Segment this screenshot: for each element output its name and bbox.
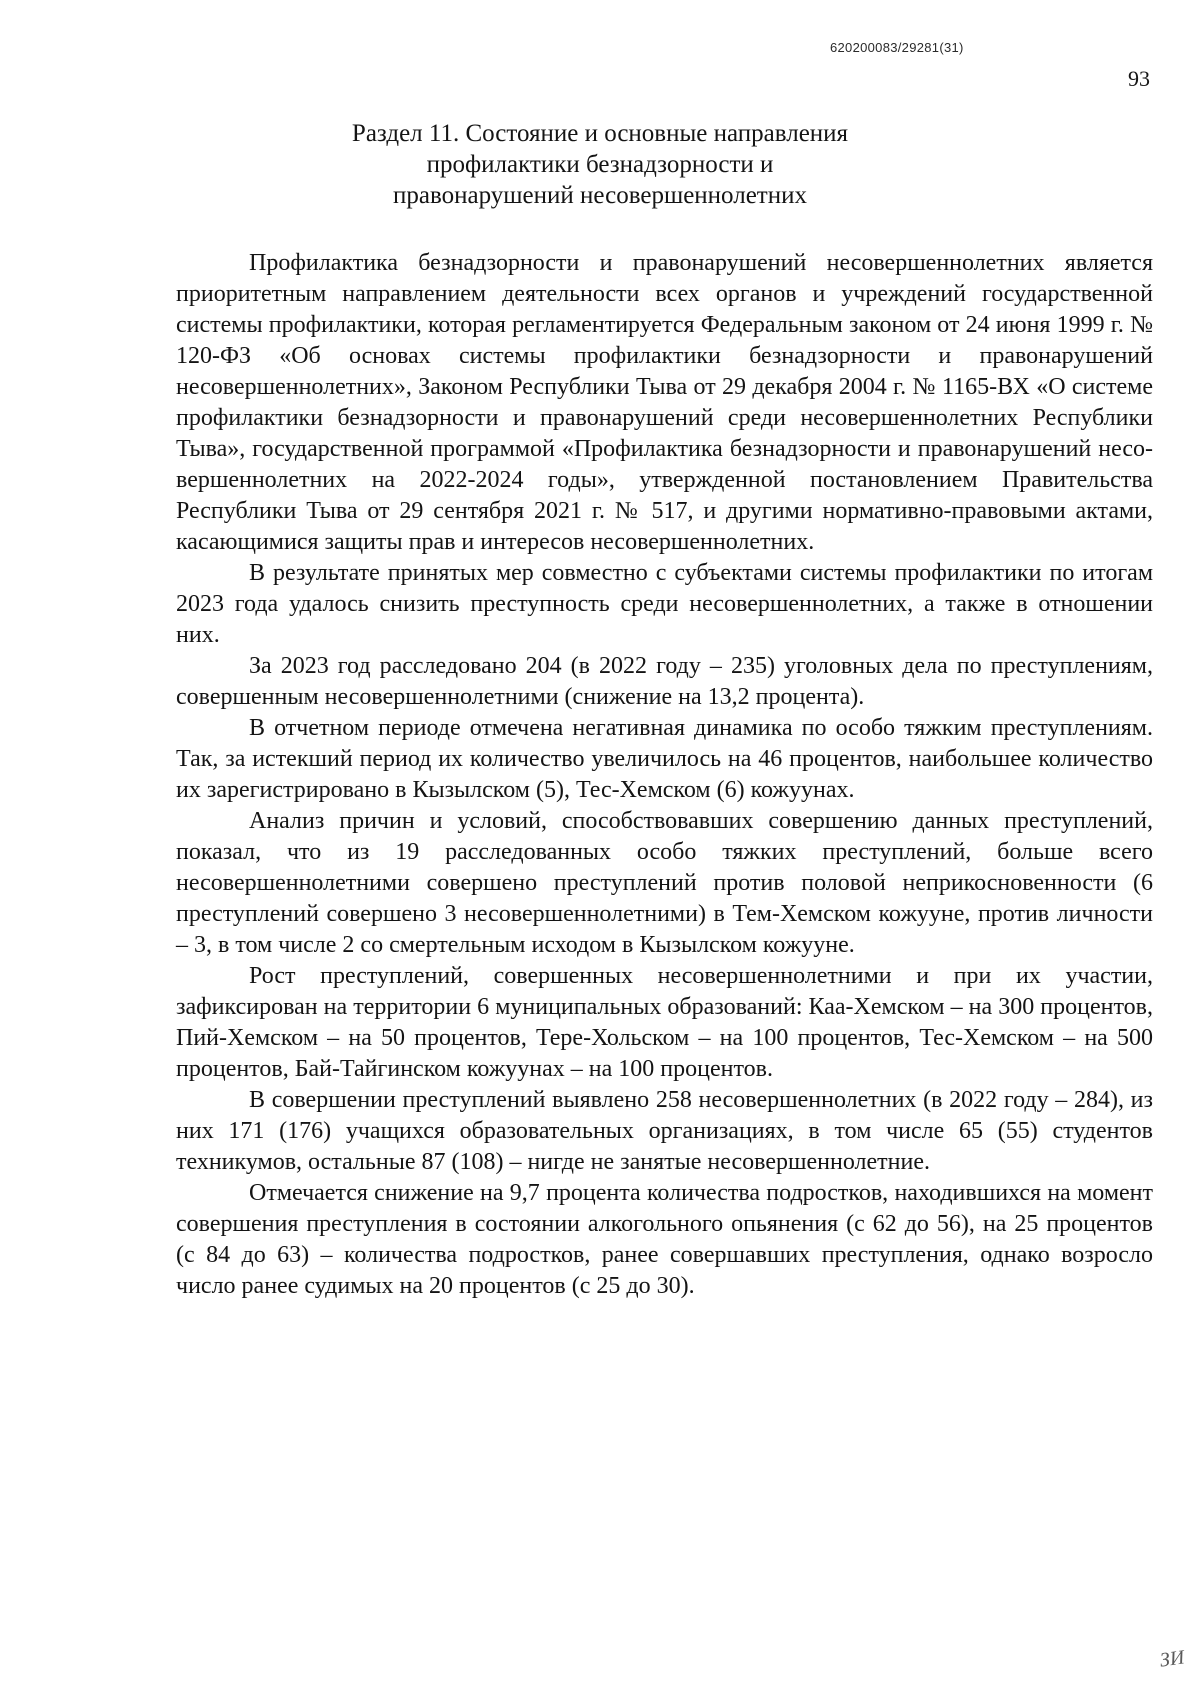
paragraph: Анализ причин и условий, способствовавших совершению данных преступлений, показал, что из 19 расследованных особо тяжких преступлений, больше всего несовершеннолетними совершено преступлений против половой неприкосновенности (6 преступлений совершено 3 несовершеннолетними) в Тем-Хемском кожууне, против личности – 3, в том числе 2 со смертельным исходом в Кызылском кожууне. [176,808,1153,958]
paragraph: В совершении преступлений выявлено 258 несовершеннолетних (в 2022 году – 284), из них 171 (176) учащихся образовательных организациях, в том числе 65 (55) студентов техникумов, остальные 87 (108) – нигде не занятые несовершеннолетние. [176,1087,1153,1175]
paragraph: В отчетном периоде отмечена негативная динамика по особо тяжким преступлениям. Так, за истекший период их количество увеличилось на 46 процентов, наибольшее количество их зарегистрировано в Кызылском (5), Тес-Хемском (6) кожуунах. [176,715,1153,803]
section-title [300,118,900,211]
paragraph: Отмечается снижение на 9,7 процента количества подростков, находившихся на момент совершения преступления в состоянии алкогольного опьянения (с 62 до 56), на 25 процентов (с 84 до 63) – количества подростков, ранее совершавших преступления, однако возросло число ранее судимых на 20 процентов (с 25 до 30). [176,1180,1153,1299]
section-title-line: правонарушений несовершеннолетних [393,182,807,209]
paragraph: Рост преступлений, совершенных несовершеннолетними и при их участии, зафиксирован на территории 6 муниципальных образований: Каа-Хемском – на 300 процентов, Пий-Хемском – на 50 процентов, Тере-Хольском – на 100 процентов, Тес-Хемском – на 500 процентов, Бай-Тайгинском кожуунах – на 100 процентов. [176,963,1153,1082]
body-text [176,248,1153,1302]
paragraph: В результате принятых мер совместно с субъектами системы профилактики по итогам 2023 года удалось снизить преступность среди несовершеннолетних, а также в отношении них. [176,560,1153,648]
page-number: 93 [1128,66,1150,91]
section-title-line: Раздел 11. Состояние и основные направления [351,120,849,147]
section-title-line: профилактики безнадзорности и [426,151,774,178]
paragraph: За 2023 год расследовано 204 (в 2022 году – 235) уголовных дела по преступлениям, совершенным несовершеннолетними (снижение на 13,2 процента). [176,653,1153,710]
document-id: 620200083/29281(31) [830,40,964,55]
handwritten-corner-mark: ЗИ [1158,1646,1186,1672]
paragraph: Профилактика безнадзорности и правонарушений несовершеннолетних является приоритетным направлением деятельности всех органов и учреждений государственной системы профилактики, которая регламентируется Федеральным законом от 24 июня 1999 г. № 120-ФЗ «Об основах системы профилактики безнадзорности и правонарушений несовершеннолетних», Законом Республики Тыва от 29 декабря 2004 г. № 1165-ВХ «О системе профилактики безнадзорности и правонарушений среди несовершеннолетних Республики Тыва», государственной программой «Профилактика безнадзорности и правонарушений несовершеннолетних на 2022-2024 годы», утвержденной постановлением Правительства Республики Тыва от 29 сентября 2021 г. № 517, и другими нормативно-правовыми актами, касающимися защиты прав и интересов несовершеннолетних. [176,250,1153,555]
